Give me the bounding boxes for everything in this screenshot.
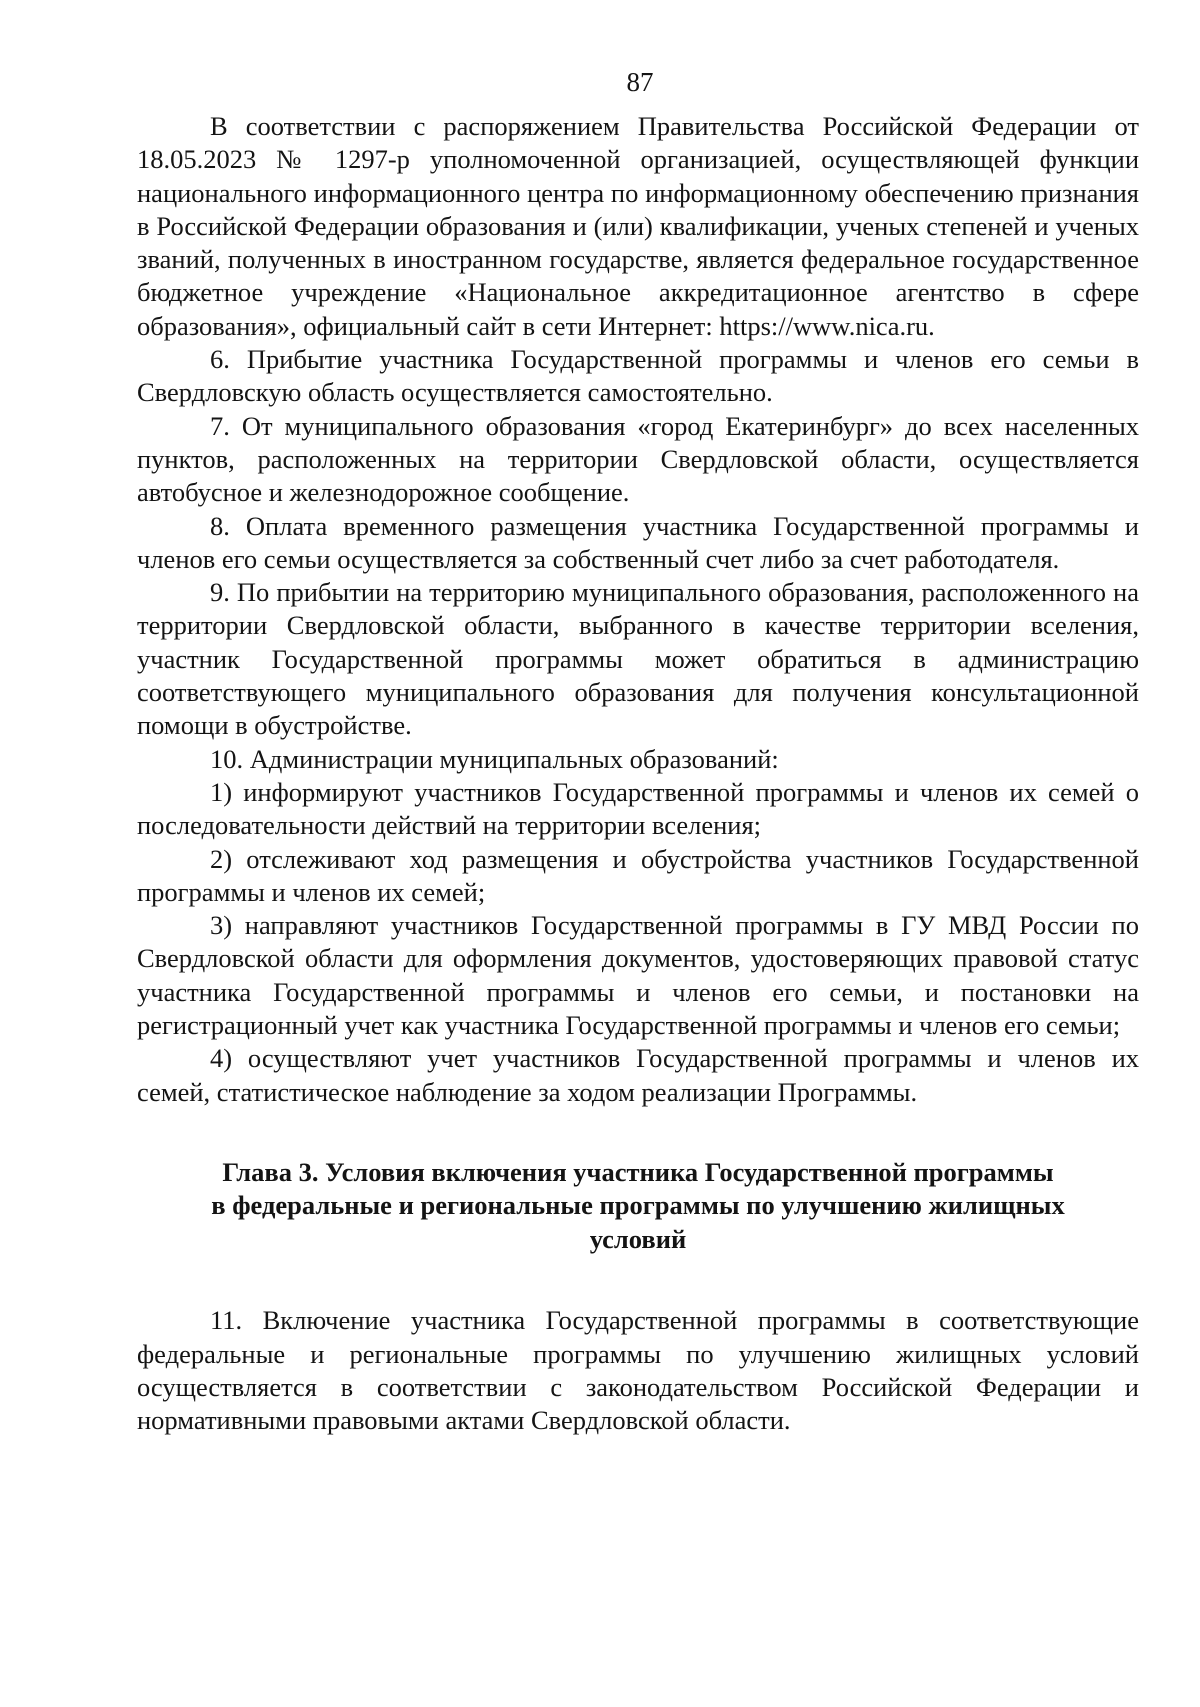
paragraph-subitem-2: 2) отслеживают ход размещения и обустройства участников Государственной программы и членов их семей;: [137, 843, 1139, 907]
paragraph-nica-info: В соответствии с распоряжением Правительства Российской Федерации от 18.05.2023 № 1297-р уполномоченной организацией, осуществляющей функции национального информационного центра по информационному обеспечению признания в Российской Федерации образования и (или) квалификации, ученых степеней и ученых званий, полученных в иностранном государстве, является федеральное государственное бюджетное учреждение «Национальное аккредитационное агентство в сфере образования», официальный сайт в сети Интернет: https://www.nica.ru.: [137, 111, 1139, 341]
paragraph-item-11: 11. Включение участника Государственной программы в соответствующие федеральные и региональные программы по улучшению жилищных условий осуществляется в соответствии с законодательством Российской Федерации и нормативными правовыми актами Свердловской области.: [137, 1305, 1139, 1436]
chapter-heading-line-3: условий: [589, 1223, 687, 1254]
paragraph-subitem-3: 3) направляют участников Государственной программы в ГУ МВД России по Свердловской области для оформления документов, удостоверяющих правовой статус участника Государственной программы и членов его семьи, и постановки на регистрационный учет как участника Государственной программы и членов его семьи;: [137, 910, 1139, 1041]
page-number: 87: [626, 67, 654, 97]
document-body: [137, 110, 1139, 1438]
paragraph-subitem-1: 1) информируют участников Государственной программы и членов их семей о последовательности действий на территории вселения;: [137, 776, 1139, 841]
paragraph-item-6: 6. Прибытие участника Государственной программы и членов его семьи в Свердловскую область осуществляется самостоятельно.: [137, 344, 1139, 408]
paragraph-item-9: 9. По прибытии на территорию муниципального образования, расположенного на территории Свердловской области, выбранного в качестве территории вселения, участник Государственной программы может обратиться в администрацию соответствующего муниципального образования для получения консультационной помощи в обустройстве.: [137, 577, 1139, 741]
chapter-heading-line-1: Глава 3. Условия включения участника Государственной программы: [222, 1156, 1054, 1187]
paragraph-item-10: 10. Администрации муниципальных образований:: [210, 743, 779, 774]
chapter-heading: [137, 1109, 1139, 1305]
paragraph-item-8: 8. Оплата временного размещения участника Государственной программы и членов его семьи осуществляется за собственный счет либо за счет работодателя.: [137, 510, 1139, 574]
chapter-heading-line-2: в федеральные и региональные программы по улучшению жилищных: [211, 1190, 1065, 1221]
paragraph-item-7: 7. От муниципального образования «город Екатеринбург» до всех населенных пунктов, расположенных на территории Свердловской области, осуществляется автобусное и железнодорожное сообщение.: [137, 410, 1139, 508]
paragraph-subitem-4: 4) осуществляют учет участников Государственной программы и членов их семей, статистическое наблюдение за ходом реализации Программы.: [137, 1043, 1139, 1107]
